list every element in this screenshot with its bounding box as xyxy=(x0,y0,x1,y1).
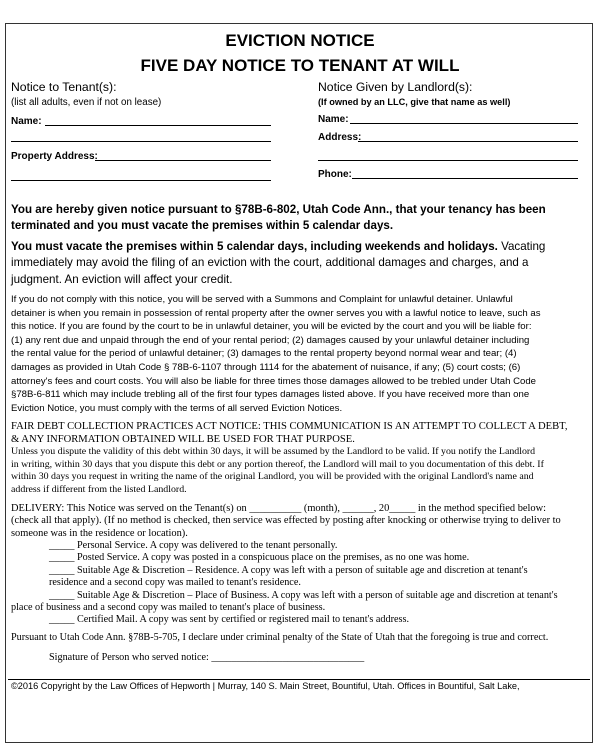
footer-copyright: ©2016 Copyright by the Law Offices of Hepworth | Murray, 140 S. Main Street, Bountiful, Utah. Offices in Bountiful, Salt Lake, xyxy=(11,681,520,691)
declaration: Pursuant to Utah Code Ann. §78B-5-705, I declare under criminal penalty of the State of Utah that the foregoing is true and correct. xyxy=(11,632,549,643)
footer-divider xyxy=(8,679,590,680)
consequences-line: If you do not comply with this notice, you will be served with a Summons and Complaint for unlawful detainer. Unlawful xyxy=(11,294,513,305)
consequences-line: this notice. If you are found by the court to be in unlawful detainer, you will be evicted by the court and you will be liable for: xyxy=(11,321,532,333)
delivery-line: DELIVERY: This Notice was served on the Tenant(s) on __________ (month), ______, 20_____ in the method specified below: xyxy=(11,503,546,514)
landlord-phone-field[interactable] xyxy=(352,178,578,179)
debt-notice xyxy=(11,421,591,497)
tenant-name-field[interactable] xyxy=(45,125,271,126)
notice-statement-line: terminated and you must vacate the premises within 5 calendar days. xyxy=(11,219,394,233)
delivery-method-suitable-residence[interactable]: _____ Suitable Age & Discretion – Residence. A copy was left with a person of suitable age and discretion at tenant's xyxy=(49,564,528,576)
delivery-method-suitable-business-cont: place of business and a second copy was mailed to tenant's place of business. xyxy=(11,602,326,614)
consequences-paragraph xyxy=(11,293,591,415)
landlord-address-label: Address: xyxy=(318,132,362,143)
vacate-line: immediately may avoid the filing of an eviction with the court, additional damages and charges, and a xyxy=(11,256,529,270)
delivery-section xyxy=(11,503,591,540)
landlord-address-field[interactable] xyxy=(358,141,578,142)
notice-statement-line: You are hereby given notice pursuant to §78B-6-802, Utah Code Ann., that your tenancy has been xyxy=(11,203,546,216)
tenant-name-label: Name: xyxy=(11,116,42,127)
tenant-address-field-line2[interactable] xyxy=(11,180,271,181)
vacate-line: judgment. An eviction will affect your credit. xyxy=(11,272,233,286)
debt-body-line: in writing, within 30 days that you dispute this debt or any portion thereof, the Landlord will mail to you documentation of this debt. If xyxy=(11,458,544,470)
tenant-name-field-line2[interactable] xyxy=(11,141,271,142)
landlord-address-field-line2[interactable] xyxy=(318,160,578,161)
delivery-method-certified[interactable]: _____ Certified Mail. A copy was sent by certified or registered mail to tenant's address. xyxy=(49,614,410,626)
debt-body-line: address if different from the listed Landlord. xyxy=(11,483,187,495)
landlord-subheading: (If owned by an LLC, give that name as well) xyxy=(318,97,511,107)
title-five-day-notice: FIVE DAY NOTICE TO TENANT AT WILL xyxy=(140,56,460,75)
consequences-line: §78B-6-811 which may include trebling all of the first four types damages listed above. If you have received more than one xyxy=(11,389,530,401)
tenant-heading: Notice to Tenant(s): xyxy=(11,80,117,94)
delivery-methods xyxy=(11,540,591,627)
delivery-method-suitable-business[interactable]: _____ Suitable Age & Discretion – Place of Business. A copy was left with a person of suitable age and discretion at tenant's xyxy=(49,589,558,601)
landlord-phone-label: Phone: xyxy=(318,169,352,180)
consequences-line: the rental value for the period of unlawful detainer; (3) damages to the rental property beyond normal wear and tear; (4) xyxy=(11,348,517,360)
vacate-rest-text: Vacating xyxy=(497,240,546,253)
consequences-line: detainer is when you remain in possession of rental property after the owner serves you with a lawful notice to leave, such as xyxy=(11,307,541,319)
vacate-paragraph xyxy=(11,239,591,288)
tenant-address-label: Property Address: xyxy=(11,151,98,162)
signature-line[interactable]: Signature of Person who served notice: ______________________________ xyxy=(49,652,365,663)
consequences-line: Eviction Notice, you must comply with the terms of all served Eviction Notices. xyxy=(11,402,343,414)
delivery-method-posted[interactable]: _____ Posted Service. A copy was posted in a conspicuous place on the premises, as no one was home. xyxy=(49,552,470,564)
tenant-address-field[interactable] xyxy=(95,160,271,161)
consequences-line: (1) any rent due and unpaid through the end of your rental period; (2) damages caused by your unlawful detainer including xyxy=(11,334,530,346)
delivery-method-personal[interactable]: _____ Personal Service. A copy was delivered to the tenant personally. xyxy=(49,540,338,551)
tenant-subheading: (list all adults, even if not on lease) xyxy=(11,97,162,108)
landlord-name-label: Name: xyxy=(318,114,349,125)
consequences-line: attorney's fees and court costs. You will also be liable for three times those damages allowed to be trebled under Utah Code xyxy=(11,375,536,387)
debt-header-line: & ANY INFORMATION OBTAINED WILL BE USED FOR THAT PURPOSE. xyxy=(11,433,355,445)
notice-statement xyxy=(11,202,591,235)
debt-body-line: within 30 days you request in writing the name of the original Landlord, you will be provided with the original Landlord's name and xyxy=(11,471,534,483)
delivery-line: someone was in the residence or location). xyxy=(11,527,188,539)
landlord-name-field[interactable] xyxy=(350,123,578,124)
title-eviction-notice: EVICTION NOTICE xyxy=(225,31,375,50)
delivery-line: (check all that apply). (If no method is checked, then service was effected by posting after knocking or otherwise trying to deliver to xyxy=(11,515,561,527)
debt-header-line: FAIR DEBT COLLECTION PRACTICES ACT NOTICE: THIS COMMUNICATION IS AN ATTEMPT TO COLLECT A DEBT, xyxy=(11,421,568,432)
landlord-heading: Notice Given by Landlord(s): xyxy=(318,80,473,94)
vacate-bold-text: You must vacate the premises within 5 calendar days, including weekends and holidays. xyxy=(11,240,498,253)
delivery-method-suitable-residence-cont: residence and a second copy was mailed to tenant's residence. xyxy=(49,577,301,589)
debt-body-line: Unless you dispute the validity of this debt within 30 days, it will be assumed by the Landlord to be valid. If you notify the Landlord xyxy=(11,446,536,458)
consequences-line: damages as provided in Utah Code § 78B-6-1107 through 1114 for the abatement of nuisance, if any; (5) court costs; (6) xyxy=(11,361,521,373)
